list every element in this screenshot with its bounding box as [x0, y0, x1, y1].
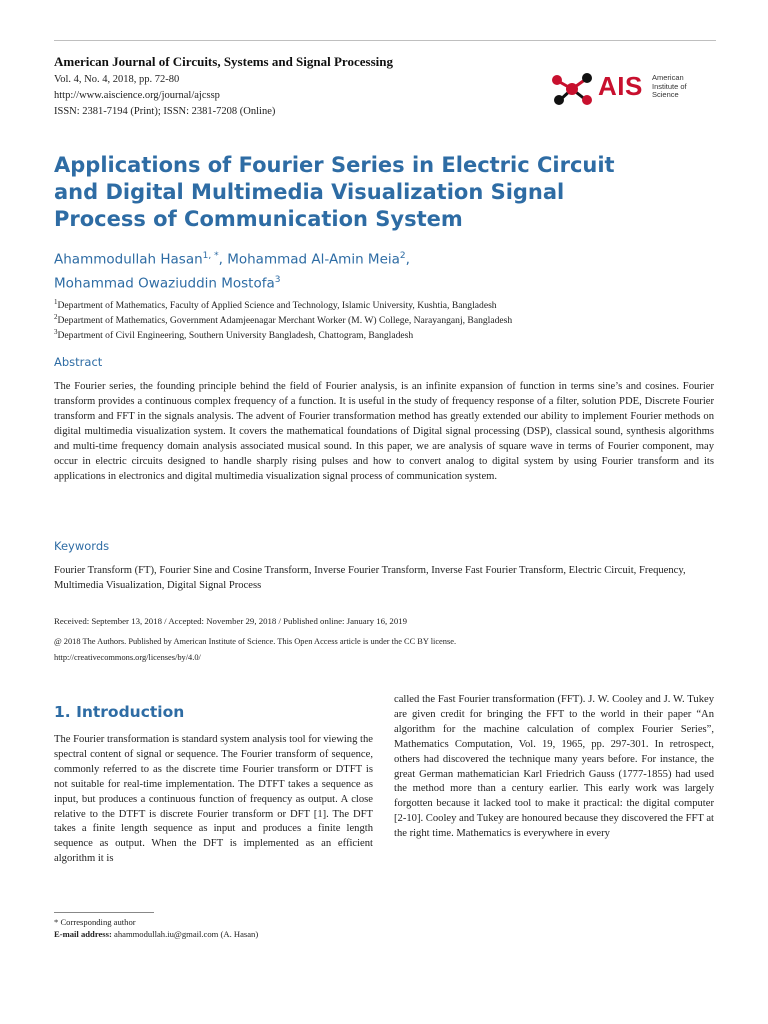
abstract-text: The Fourier series, the founding principle behind the field of Fourier analysis, is an infinite expansion of function in terms sine’s and cosines. Fourier transform provides a continuous complex frequency of a function. It is useful in the study of frequency response of a filter, solution PDE, Discrete Fourier transform and FFT in the signals analysis. The advent of Fourier transformation method has greatly extended our ability to implement Fourier methods on digital multimedia visualization system. It covers the mathematical foundations of Digital signal processing (DSP), classical sound, synthesis algorithms and multi-time frequency domain analysis associated musical sound. In this paper, we are analysis of square wave in terms of Fourier component, may occur in electric circuits designed to handle sharply rising pulses and how to convert analog to digital system by using Fourier transform and its applications in electronics and digital multimedia visualization signal process of communication system. — [54, 381, 714, 482]
journal-url[interactable]: http://www.aiscience.org/journal/ajcssp — [54, 90, 220, 101]
author-1: Ahammodullah Hasan — [54, 251, 203, 268]
introduction-right-column: called the Fast Fourier transformation (FFT). J. W. Cooley and J. W. Tukey are given credit for bringing the FFT to the world in their paper “An algorithm for the machine calculation of complex Fourier Series”, Mathematics Computation, Vol. 19, 1965, pp. 297-301. In retrospect, others had discovered the technique many years before. For instance, the great German mathematician Karl Friedrich Gauss (1777-1855) had used the method more than a century earlier. This early work was largely forgotten because it lacked tool to make it practical: the digital computer [2-10]. Cooley and Tukey are honoured because they discovered the FFT at the right time. Mathematics is everywhere in every — [394, 694, 714, 840]
volume-info: Vol. 4, No. 4, 2018, pp. 72-80 — [54, 74, 180, 85]
title-line-2: and Digital Multimedia Visualization Signal — [54, 180, 565, 204]
journal-name: American Journal of Circuits, Systems and Signal Processing — [54, 54, 393, 69]
author-3: Mohammad Owaziuddin Mostofa — [54, 275, 275, 291]
author-1-marker: 1, * — [202, 251, 219, 261]
author-2-marker: 2 — [399, 251, 406, 261]
introduction-heading: 1. Introduction — [54, 703, 185, 721]
author-3-marker: 3 — [274, 274, 281, 285]
ais-logo — [548, 70, 718, 108]
email-label: E-mail address: — [54, 929, 112, 939]
affiliation-3: $^3$Department of Civil Engineering, Southern University Bangladesh, Chattogram, Bangladesh — [54, 328, 414, 342]
header-rule — [54, 40, 716, 41]
molecule-logo-icon — [548, 70, 596, 108]
introduction-left-column: The Fourier transformation is standard system analysis tool for viewing the spectral content of signal or sequence. The Fourier transform of sequence, commonly referred to as the discrete time Fourier transform or DTFT is not suitable for real-time implementation. The DTFT takes a sequence as input, but produces a continuous function of frequency as output. A close relative to the DTFT is discrete Fourier transform or DFT [1]. The DFT takes a finite length sequence as input and produces a finite length sequence as output. When the DFT is implemented as an efficient algorithm it is — [54, 734, 373, 865]
footnote-rule — [54, 912, 154, 913]
affiliation-2: $^2$Department of Mathematics, Government Adamjeenagar Merchant Worker (M. W) College, Narayanganj, Bangladesh — [54, 313, 513, 327]
corresponding-label: Corresponding author — [60, 917, 136, 927]
email-note — [54, 929, 258, 939]
abstract-heading: Abstract — [54, 355, 103, 369]
title-line-1: Applications of Fourier Series in Electric Circuit — [54, 153, 615, 177]
keywords-text: Fourier Transform (FT), Fourier Sine and Cosine Transform, Inverse Fourier Transform, Inverse Fast Fourier Transform, Electric Circuit, Frequency, Multimedia Visualization, Digital Signal Process — [54, 565, 686, 591]
paper-title — [54, 152, 714, 233]
logo-wordmark: AIS — [598, 71, 643, 101]
keywords-heading: Keywords — [54, 539, 110, 553]
email-address[interactable]: ahammodullah.iu@gmail.com (A. Hasan) — [114, 929, 259, 939]
corresponding-author-note — [54, 917, 136, 927]
copyright-line: @ 2018 The Authors. Published by American Institute of Science. This Open Access article is under the CC BY license. — [54, 637, 457, 646]
license-link[interactable]: http://creativecommons.org/licenses/by/4.0/ — [54, 653, 201, 662]
author-2: Mohammad Al-Amin Meia — [227, 251, 400, 268]
title-line-3: Process of Communication System — [54, 207, 463, 231]
publication-dates: Received: September 13, 2018 / Accepted: November 29, 2018 / Published online: January 16, 2019 — [54, 616, 408, 626]
author-list: Ahammodullah Hasan$^{1, *}$, Mohammad Al-Amin Meia$^2$, Mohammad Owaziuddin Mostofa$^3$ — [54, 251, 410, 291]
logo-subtitle: American Institute of Science — [652, 73, 687, 99]
affiliation-1: $^1$Department of Mathematics, Faculty of Applied Science and Technology, Islamic University, Kushtia, Bangladesh — [54, 298, 497, 312]
footnote-star: * — [54, 917, 59, 927]
issn-info: ISSN: 2381-7194 (Print); ISSN: 2381-7208 (Online) — [54, 106, 276, 117]
